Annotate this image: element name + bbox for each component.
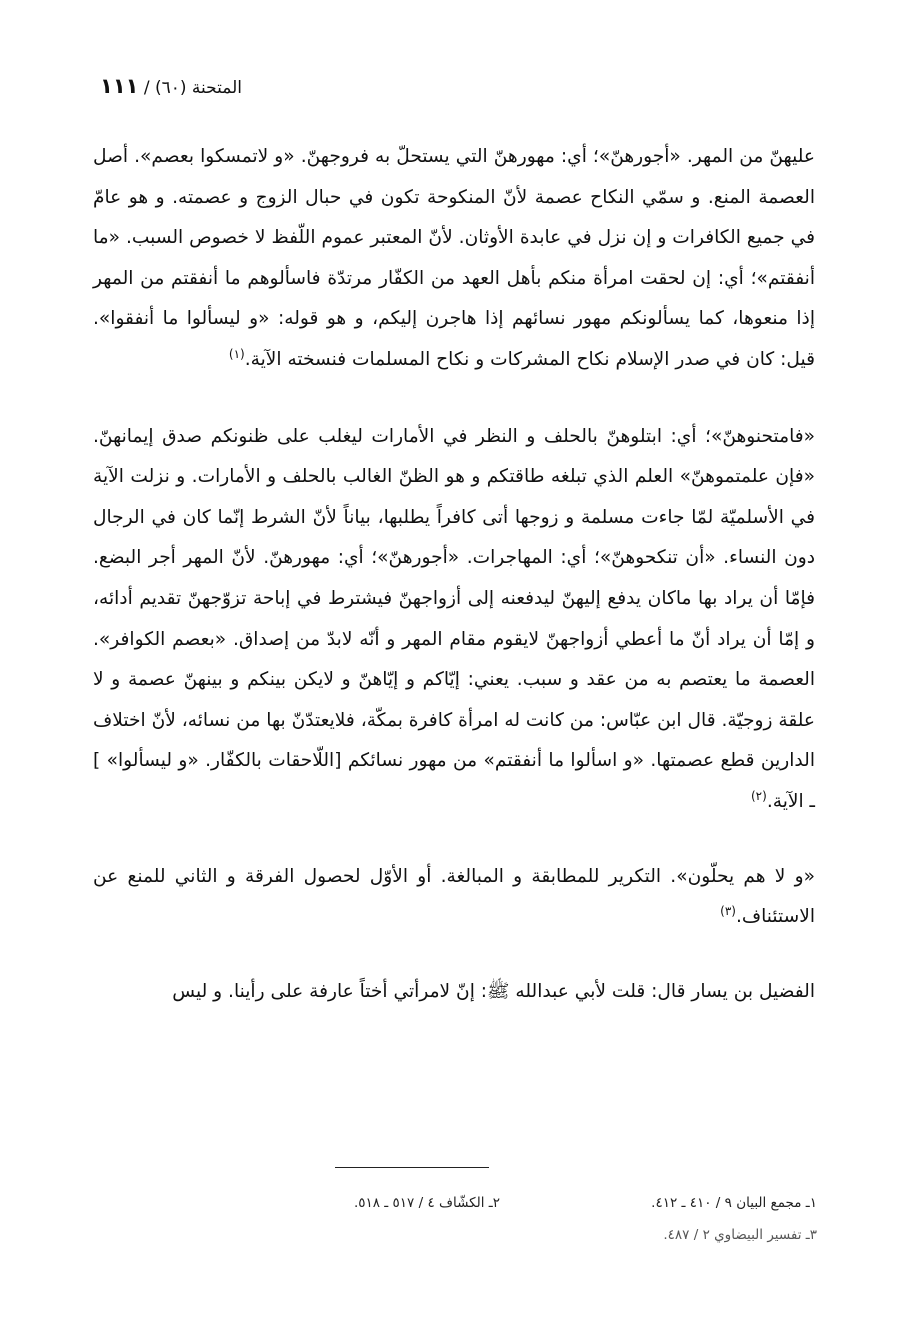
paragraph-2 [93, 417, 815, 823]
main-text [93, 137, 815, 1012]
footnote-mark-1: (١) [228, 346, 245, 361]
footnote-mark-3: (٣) [720, 903, 736, 918]
paragraph-1-text: عليهنّ من المهر. «أجورهنّ»؛ أي: مهورهنّ التي يستحلّ به فروجهنّ. «و لاتمسكوا بعصم». أصل العصمة المنع. و سمّي النكاح عصمة لأنّ المنكوحة تكون في حبال الزوج و عصمته. و هو عامّ في جميع الكافرات و إن نزل في عابدة الأوثان. لأنّ المعتبر عموم اللّفظ لا خصوص السبب. «ما أنفقتم»؛ أي: إن لحقت امرأة منكم بأهل العهد من الكفّار مرتدّة فاسألوهم ما أنفقتم من المهر إذا منعوها، كما يسألونكم مهور نسائهم إذا هاجرن إليكم، و هو قوله: «و ليسألوا ما أنفقوا». قيل: كان في صدر الإسلام نكاح المشركات و نكاح المسلمات فنسخته الآية. [93, 146, 815, 370]
footnote-1: ١ـ مجمع البيان ٩ / ٤١٠ ـ ٤١٢. [651, 1195, 817, 1211]
footnote-divider [335, 1167, 489, 1168]
surah-label: المتحنة (٦٠) / [143, 78, 243, 98]
paragraph-4-text: الفضيل بن يسار قال: قلت لأبي عبدالله ﷺ: إنّ لامرأتي أختاً عارفة على رأينا. و ليس [172, 980, 815, 1002]
footnote-mark-2: (٢) [750, 788, 767, 803]
page-number: ١١١ [100, 74, 139, 98]
paragraph-3 [93, 857, 815, 938]
paragraph-2-text: «فامتحنوهنّ»؛ أي: ابتلوهنّ بالحلف و النظر في الأمارات ليغلب على ظنونكم صدق إيمانهنّ. «فإن علمتموهنّ» العلم الذي تبلغه طاقتكم و هو الظنّ الغالب بالحلف و الأمارات. و نزلت الآية في الأسلميّة لمّا جاءت مسلمة و زوجها أتى كافراً يطلبها، بياناً لأنّ الشرط إنّما كان في الرجال دون النساء. «أن تنكحوهنّ»؛ أي: المهاجرات. «أجورهنّ»؛ أي: مهورهنّ. لأنّ المهر أجر البضع. فإمّا أن يراد بها ماكان يدفع إليهنّ ليدفعنه إلى أزواجهنّ فيشترط في إباحة تزوّجهنّ تقديم أدائه، و إمّا أن يراد أنّ ما أعطي أزواجهنّ لايقوم مقام المهر و أنّه لابدّ من إصداق. «بعصم الكوافر». العصمة ما يعتصم به من عقد و سبب. يعني: إيّاكم و إيّاهنّ و لايكن بينكم و بينهنّ عصمة و لا علقة زوجيّة. قال ابن عبّاس: من كانت له امرأة كافرة بمكّة، فلايعتدّنّ بها من نسائه، لأنّ اختلاف الدارين قطع عصمتها. «و اسألوا ما أنفقتم» من مهور نسائكم [اللّاحقات بالكفّار. «و ليسألوا» ] ـ الآية. [93, 425, 815, 812]
footnote-3: ٣ـ تفسير البيضاوي ٢ / ٤٨٧. [663, 1227, 817, 1243]
page-header [100, 74, 260, 98]
paragraph-1 [93, 137, 815, 381]
footnote-2: ٢ـ الكشّاف ٤ / ٥١٧ ـ ٥١٨. [353, 1195, 500, 1211]
paragraph-3-text: «و لا هم يحلّون». التكرير للمطابقة و المبالغة. أو الأوّل لحصول الفرقة و الثاني للمنع عن الاستئناف. [93, 865, 815, 928]
paragraph-4 [93, 972, 815, 1013]
